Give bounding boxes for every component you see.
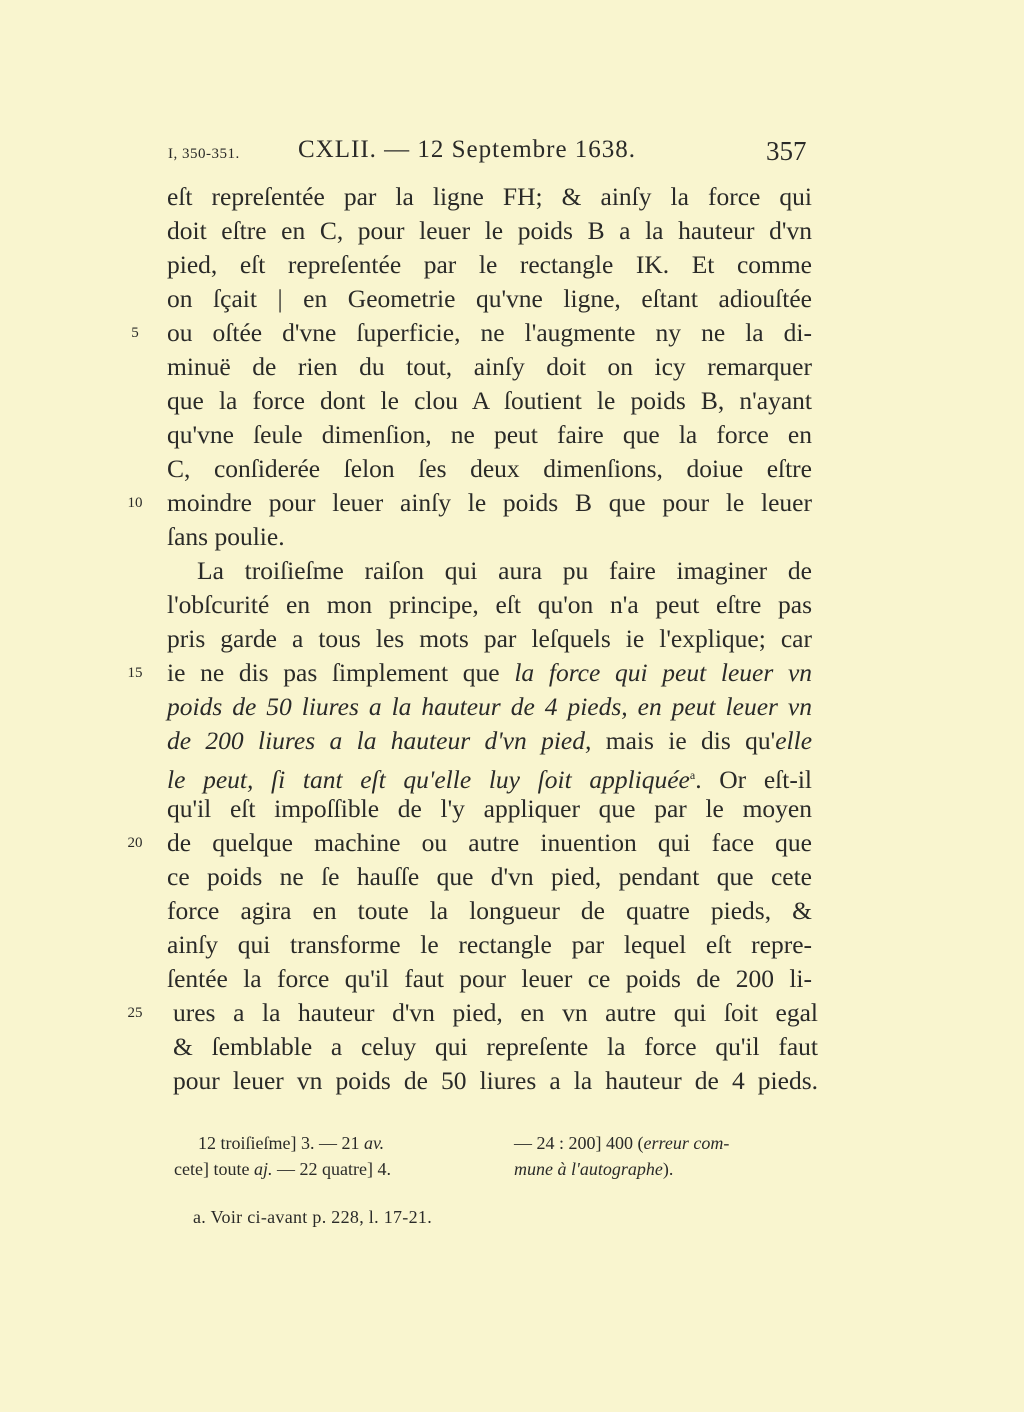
text-line: de quelque machine ou autre inuention qui face que: [167, 828, 812, 857]
line-number: 5: [131, 325, 139, 341]
text-line: pris garde a tous les mots par leſquels ie l'explique; car: [167, 624, 812, 653]
text-line: minuë de rien du tout, ainſy doit on icy remarquer: [167, 352, 812, 381]
note-text: — 24 : 200] 400 (: [514, 1133, 644, 1153]
text-line: [167, 656, 812, 690]
line-italic: de 200 liures a la hauteur d'vn pied,: [167, 726, 592, 755]
line-roman: ie ne dis pas ſimplement que: [167, 658, 500, 687]
text-line: [167, 724, 812, 758]
text-line: qu'vne ſeule dimenſion, ne peut faire que la force en: [167, 420, 812, 449]
text-line: on ſçait | en Geometrie qu'vne ligne, eſtant adiouſtée: [167, 284, 812, 313]
text-line: [167, 690, 812, 724]
line-italic: elle: [775, 726, 813, 755]
line-number: 15: [127, 665, 143, 681]
text-line: C, conſiderée ſelon ſes deux dimenſions, doiue eſtre: [167, 454, 812, 483]
line-italic: poids de 50 liures a la hauteur de 4 pieds, en peut leuer vn: [167, 692, 812, 721]
text-line: & ſemblable a celuy qui repreſente la force qu'il faut: [173, 1032, 818, 1061]
note-text: 12 troiſieſme] 3. — 21: [198, 1133, 360, 1153]
page-number: 357: [766, 136, 807, 166]
line-italic: le peut, ſi tant eſt qu'elle luy ſoit appliquée: [167, 765, 690, 794]
line-number: 20: [127, 835, 143, 851]
text-line: La troiſieſme raiſon qui aura pu faire imaginer de: [197, 556, 812, 585]
text-line: que la force dont le clou A ſoutient le poids B, n'ayant: [167, 386, 812, 415]
text-line: ſans poulie.: [167, 522, 285, 551]
text-line: ures a la hauteur d'vn pied, en vn autre qui ſoit egal: [173, 998, 818, 1027]
note-italic: av.: [363, 1133, 385, 1153]
text-line: l'obſcurité en mon principe, eſt qu'on n'a peut eſtre pas: [167, 590, 812, 619]
text-line: qu'il eſt impoſſible de l'y appliquer que par le moyen: [167, 794, 812, 823]
text-line: force agira en toute la longueur de quatre pieds, &: [167, 896, 812, 925]
text-line: doit eſtre en C, pour leuer le poids B a la hauteur d'vn: [167, 216, 812, 245]
text-line: [167, 758, 812, 792]
note-italic: aj.: [253, 1159, 273, 1179]
text-line: ou oſtée d'vne ſuperficie, ne l'augmente ny ne la di-: [167, 318, 812, 347]
text-line: pied, eſt repreſentée par le rectangle IK. Et comme: [167, 250, 812, 279]
note-text: cete] toute: [174, 1159, 250, 1179]
text-line: pour leuer vn poids de 50 liures a la hauteur de 4 pieds.: [173, 1066, 818, 1095]
footnote: a. Voir ci-avant p. 228, l. 17-21.: [193, 1207, 432, 1227]
line-number: 10: [127, 495, 143, 511]
text-line: eſt repreſentée par la ligne FH; & ainſy la force qui: [167, 182, 812, 211]
text-line: ainſy qui transforme le rectangle par lequel eſt repre-: [167, 930, 812, 959]
line-roman: mais ie dis qu': [605, 726, 776, 755]
line-roman: . Or eſt-il: [695, 765, 812, 794]
text-line: moindre pour leuer ainſy le poids B que pour le leuer: [167, 488, 812, 517]
variant-note: [198, 1129, 384, 1157]
running-head: [0, 136, 1024, 176]
footnote-mark: a: [689, 768, 696, 782]
note-italic: erreur com-: [643, 1133, 730, 1153]
variant-note: [514, 1155, 673, 1183]
variant-note: [174, 1155, 391, 1183]
variant-note: [514, 1129, 729, 1157]
text-line: ce poids ne ſe hauſſe que d'vn pied, pendant que cete: [167, 862, 812, 891]
note-text: — 22 quatre] 4.: [276, 1159, 391, 1179]
letter-heading: CXLII. — 12 Septembre 1638.: [298, 136, 637, 163]
source-reference: I, 350-351.: [168, 146, 240, 162]
line-number: 25: [127, 1005, 143, 1021]
text-line: ſentée la force qu'il faut pour leuer ce poids de 200 li-: [167, 964, 812, 993]
line-italic: la force qui peut leuer vn: [514, 658, 813, 687]
note-text: ).: [662, 1159, 674, 1179]
note-italic: mune à l'autographe: [514, 1159, 663, 1179]
